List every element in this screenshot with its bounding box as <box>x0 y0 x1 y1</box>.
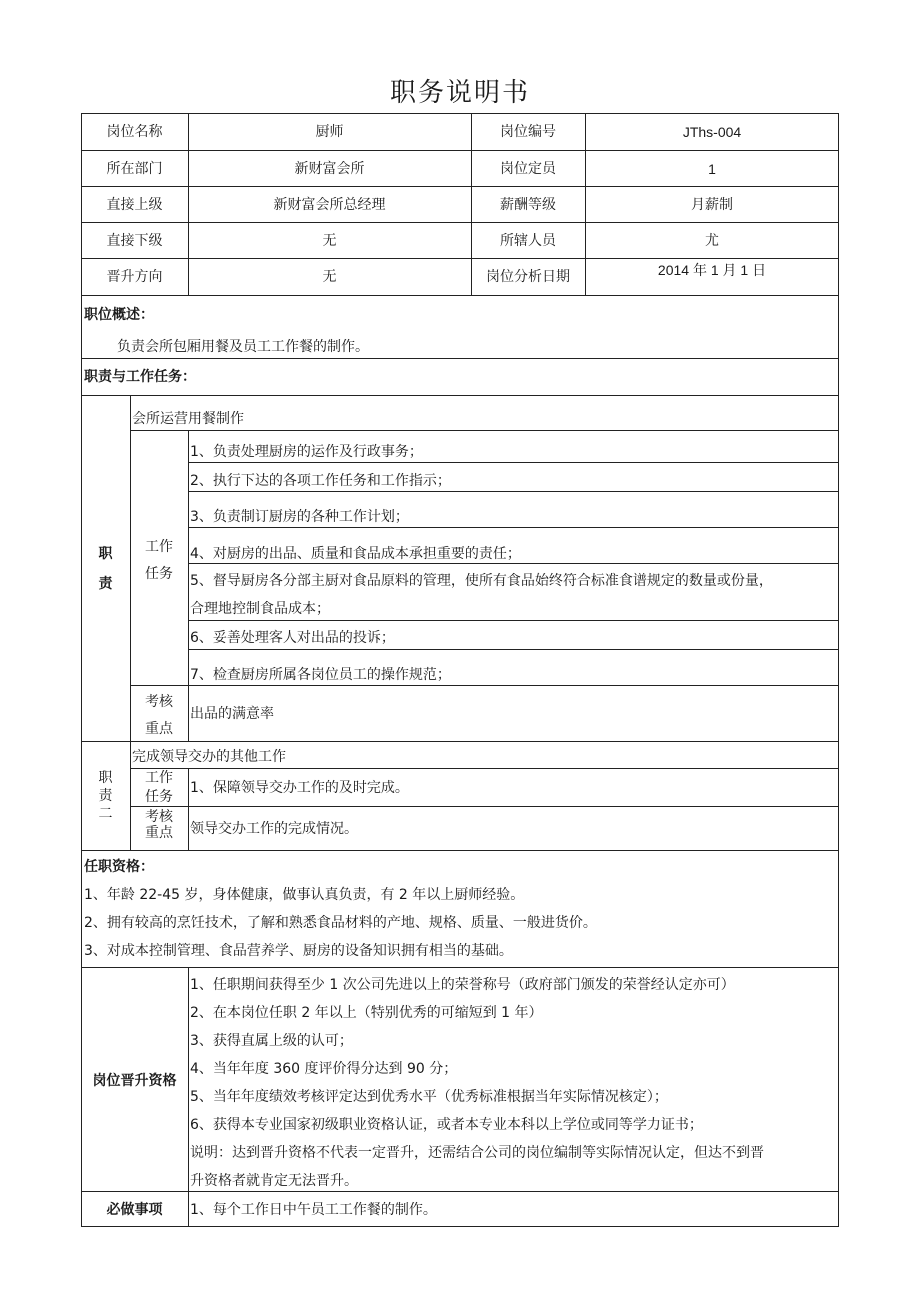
duty1-kpi-label-1: 考核 <box>145 694 173 710</box>
value-direct-subordinate: 无 <box>322 233 337 249</box>
must-do-label: 必做事项 <box>106 1202 163 1218</box>
divider <box>188 462 839 463</box>
duty2-label-3: 二 <box>98 806 113 822</box>
promotion-item: 4、当年年度 360 度评价得分达到 90 分； <box>190 1061 458 1077</box>
duty1-task-2: 2、执行下达的各项工作任务和工作指示； <box>190 473 451 489</box>
duty1-title: 会所运营用餐制作 <box>132 411 244 427</box>
duty1-task-label-1: 工作 <box>145 539 173 555</box>
value-staff-under: 尤 <box>705 233 719 249</box>
summary-text: 负责会所包厢用餐及员工工作餐的制作。 <box>117 339 369 355</box>
duty2-task: 1、保障领导交办工作的及时完成。 <box>190 780 409 796</box>
value-salary-grade: 月薪制 <box>691 197 733 213</box>
duty1-task-3: 3、负责制订厨房的各种工作计划； <box>190 509 409 525</box>
label-position-name: 岗位名称 <box>106 124 163 140</box>
divider <box>81 741 839 742</box>
divider <box>130 768 839 769</box>
qualification-item: 1、年龄 22-45 岁，身体健康，做事认真负责，有 2 年以上厨师经验。 <box>84 887 525 903</box>
duty2-kpi-label-1: 考核 <box>145 809 173 825</box>
duty2-task-label-2: 任务 <box>145 789 173 805</box>
divider <box>81 395 839 396</box>
must-do-text: 1、每个工作日中午员工工作餐的制作。 <box>190 1202 437 1218</box>
duty2-label-2: 责 <box>98 788 113 804</box>
value-position-name: 厨师 <box>315 124 344 140</box>
divider <box>188 527 839 528</box>
divider <box>81 850 839 851</box>
divider <box>81 186 839 187</box>
divider <box>81 295 839 296</box>
divider <box>188 967 189 1227</box>
label-analysis-date: 岗位分析日期 <box>486 269 570 285</box>
label-promotion-direction: 晋升方向 <box>106 269 163 285</box>
promotion-item: 6、获得本专业国家初级职业资格认证，或者本专业本科以上学位或同等学力证书； <box>190 1117 703 1133</box>
promotion-label: 岗位晋升资格 <box>92 1073 177 1089</box>
duty1-label-1: 职 <box>98 546 113 562</box>
label-direct-superior: 直接上级 <box>106 197 163 213</box>
duty1-task-label-2: 任务 <box>145 566 173 582</box>
promotion-item: 1、任职期间获得至少 1 次公司先进以上的荣誉称号（政府部门颁发的荣誉经认定亦可） <box>190 977 735 993</box>
divider <box>130 430 839 431</box>
duty2-label-1: 职 <box>98 770 113 786</box>
duty1-task-1: 1、负责处理厨房的运作及行政事务； <box>190 444 423 460</box>
promotion-item: 3、获得直属上级的认可； <box>190 1033 353 1049</box>
duty1-task-4: 4、对厨房的出品、质量和食品成本承担重要的责任； <box>190 546 521 562</box>
value-direct-superior: 新财富会所总经理 <box>273 197 386 213</box>
duty2-kpi: 领导交办工作的完成情况。 <box>190 821 358 837</box>
divider <box>130 806 839 807</box>
divider <box>81 150 839 151</box>
duty1-task-5: 5、督导厨房各分部主厨对食品原料的管理，使所有食品始终符合标准食谱规定的数量或份量， <box>190 573 773 589</box>
label-salary-grade: 薪酬等级 <box>500 197 556 213</box>
label-staff-under: 所辖人员 <box>500 233 556 249</box>
divider <box>81 967 839 968</box>
promotion-note: 说明：达到晋升资格不代表一定晋升，还需结合公司的岗位编制等实际情况认定，但达不到晋 <box>190 1145 764 1161</box>
duty1-kpi-label-2: 重点 <box>145 721 173 737</box>
promotion-item: 2、在本岗位任职 2 年以上（特别优秀的可缩短到 1 年） <box>190 1005 543 1021</box>
label-headcount: 岗位定员 <box>500 161 556 177</box>
value-position-code: JThs-004 <box>682 124 742 140</box>
value-department: 新财富会所 <box>294 161 365 177</box>
label-department: 所在部门 <box>106 161 163 177</box>
divider <box>130 685 839 686</box>
divider <box>81 258 839 259</box>
duty2-task-label-1: 工作 <box>145 770 173 786</box>
duty2-title: 完成领导交办的其他工作 <box>132 749 286 765</box>
divider <box>188 491 839 492</box>
divider <box>188 768 189 850</box>
divider <box>81 222 839 223</box>
divider <box>188 430 189 741</box>
value-promotion-direction: 无 <box>322 269 337 285</box>
qualification-item: 3、对成本控制管理、食品营养学、厨房的设备知识拥有相当的基础。 <box>84 943 513 959</box>
duty1-label-2: 责 <box>98 576 113 592</box>
duty1-task-6: 6、妥善处理客人对出品的投诉； <box>190 630 395 646</box>
promotion-item: 5、当年年度绩效考核评定达到优秀水平（优秀标准根据当年实际情况核定）； <box>190 1089 668 1105</box>
divider <box>81 1191 839 1192</box>
divider <box>188 563 839 564</box>
qualification-item: 2、拥有较高的烹饪技术，了解和熟悉食品材料的产地、规格、质量、一般进货价。 <box>84 915 597 931</box>
value-headcount: 1 <box>708 161 716 177</box>
value-analysis-date: 2014 年 1 月 1 日 <box>657 262 767 278</box>
duty1-kpi: 出品的满意率 <box>190 706 274 722</box>
qualifications-heading: 任职资格： <box>84 859 154 875</box>
duty1-task-7: 7、检查厨房所属各岗位员工的操作规范； <box>190 667 451 683</box>
divider <box>188 649 839 650</box>
promotion-note-cont: 升资格者就肯定无法晋升。 <box>190 1173 358 1189</box>
label-direct-subordinate: 直接下级 <box>106 233 163 249</box>
divider <box>81 358 839 359</box>
summary-heading: 职位概述： <box>84 307 154 323</box>
page-title: 职务说明书 <box>389 78 530 108</box>
divider <box>188 620 839 621</box>
duty1-task-5-cont: 合理地控制食品成本； <box>190 601 330 617</box>
duty2-kpi-label-2: 重点 <box>145 825 173 841</box>
duties-heading: 职责与工作任务： <box>84 369 196 385</box>
label-position-code: 岗位编号 <box>500 124 556 140</box>
